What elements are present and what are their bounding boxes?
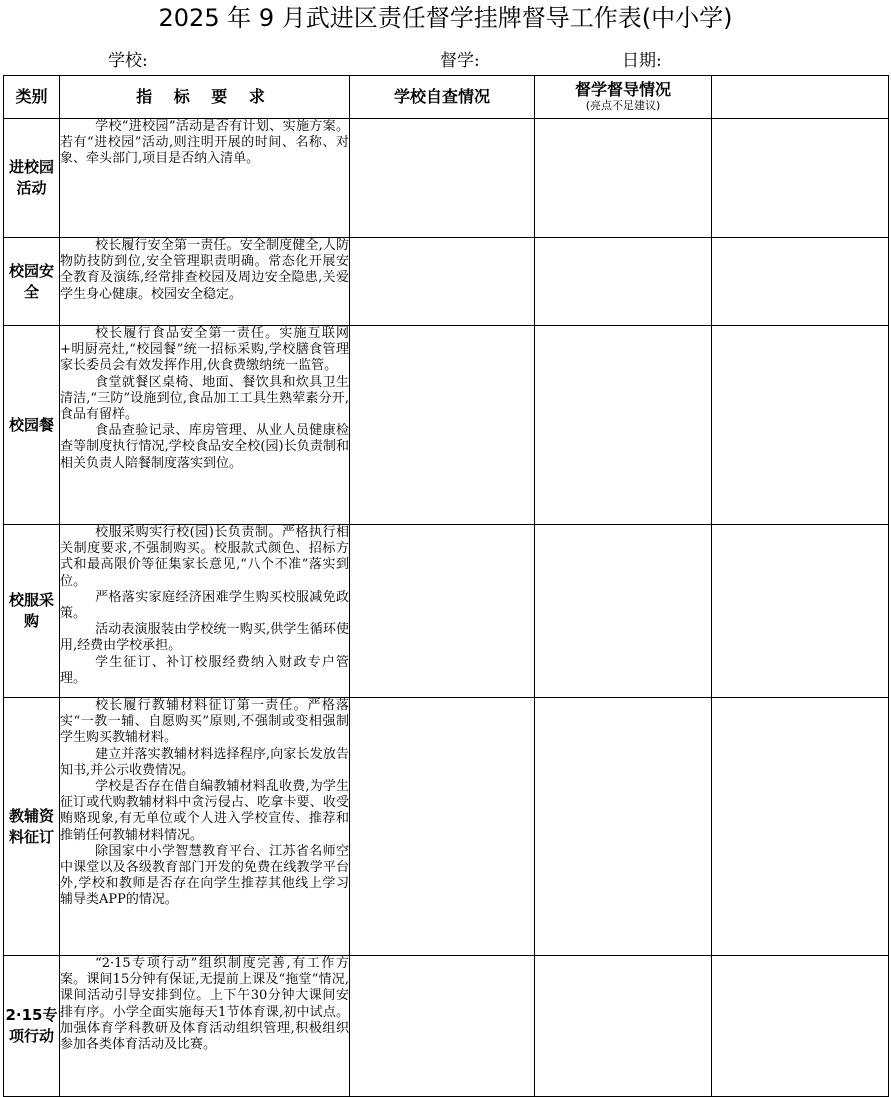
supervision-cell[interactable]: [535, 238, 712, 326]
supervision-cell[interactable]: [535, 956, 712, 1097]
supervision-worksheet-table: [3, 75, 889, 1097]
extra-cell[interactable]: [712, 326, 889, 525]
requirement-paragraph: 校长履行食品安全第一责任。实施互联网+明厨亮灶,“校园餐”统一招标采购,学校膳食管理家长委员会有效发挥作用,伙食费缴纳统一监管。: [60, 326, 349, 374]
requirements-cell: [60, 698, 350, 956]
table-row: [4, 326, 889, 525]
table-row: [4, 956, 889, 1097]
supervision-cell[interactable]: [535, 326, 712, 525]
table-row: [4, 238, 889, 326]
extra-cell[interactable]: [712, 525, 889, 698]
self-check-cell[interactable]: [350, 525, 535, 698]
requirement-paragraph: 学生征订、补订校服经费纳入财政专户管理。: [60, 654, 349, 686]
extra-cell[interactable]: [712, 956, 889, 1097]
header-extra: [712, 76, 889, 119]
requirement-paragraph: 校长履行安全第一责任。安全制度健全,人防物防技防到位,安全管理职责明确。常态化开展安全教育及演练,经常排查校园及周边安全隐患,关爱学生身心健康。校园安全稳定。: [60, 238, 349, 302]
category-cell: 校园餐: [4, 326, 60, 525]
category-cell: 校服采购: [4, 525, 60, 698]
requirement-paragraph: 食品查验记录、库房管理、从业人员健康检查等制度执行情况,学校食品安全校(园)长负责制和相关负责人陪餐制度落实到位。: [60, 423, 349, 471]
requirements-cell: [60, 956, 350, 1097]
requirement-paragraph: 除国家中小学智慧教育平台、江苏省名师空中课堂以及各级教育部门开发的免费在线教学平台外,学校和教师是否存在向学生推荐其他线上学习辅导类APP的情况。: [60, 843, 349, 908]
requirement-paragraph: 食堂就餐区桌椅、地面、餐饮具和炊具卫生清洁,“三防”设施到位,食品加工工具生熟荤素分开,食品有留样。: [60, 374, 349, 423]
school-field-label: 学校:: [108, 51, 148, 71]
self-check-cell[interactable]: [350, 238, 535, 326]
extra-cell[interactable]: [712, 698, 889, 956]
requirement-paragraph: 严格落实家庭经济困难学生购买校服减免政策。: [60, 589, 349, 622]
requirements-cell: [60, 119, 350, 238]
extra-cell[interactable]: [712, 119, 889, 238]
requirement-paragraph: 校长履行教辅材料征订第一责任。严格落实“一教一辅、自愿购买”原则,不强制或变相强制学生购买教辅材料。: [60, 698, 349, 746]
requirements-cell: [60, 326, 350, 525]
table-row: [4, 119, 889, 238]
supervision-cell[interactable]: [535, 119, 712, 238]
table-row: [4, 525, 889, 698]
header-supervision-label: 督学督导情况: [574, 80, 671, 99]
category-cell: 2·15专项行动: [4, 956, 60, 1097]
self-check-cell[interactable]: [350, 326, 535, 525]
supervision-cell[interactable]: [535, 525, 712, 698]
self-check-cell[interactable]: [350, 119, 535, 238]
header-supervision-note: (亮点不足建议): [585, 99, 661, 112]
supervisor-field-label: 督学:: [440, 51, 480, 71]
requirement-paragraph: 学校“进校园”活动是否有计划、实施方案。若有“进校园”活动,则注明开展的时间、名称、对象、牵头部门,项目是否纳入清单。: [60, 119, 349, 167]
header-category: 类别: [4, 76, 60, 119]
table-row: [4, 698, 889, 956]
requirement-paragraph: 学校是否存在借自编教辅材料乱收费,为学生征订或代购教辅材料中贪污侵占、吃拿卡要、收受贿赂现象,有无单位或个人进入学校宣传、推荐和推销任何教辅材料情况。: [60, 779, 349, 843]
date-field-label: 日期:: [622, 51, 662, 71]
self-check-cell[interactable]: [350, 698, 535, 956]
supervision-cell[interactable]: [535, 698, 712, 956]
requirement-paragraph: 活动表演服装由学校统一购买,供学生循环使用,经费由学校承担。: [60, 622, 349, 654]
category-cell: 教辅资料征订: [4, 698, 60, 956]
requirements-cell: [60, 525, 350, 698]
requirement-paragraph: 校服采购实行校(园)长负责制。严格执行相关制度要求,不强制购买。校服款式颜色、招标方式和最高限价等征集家长意见,“八个不准”落实到位。: [60, 525, 349, 589]
page-title: 2025 年 9 月武进区责任督学挂牌督导工作表(中小学): [158, 4, 733, 32]
table-header-row: [4, 76, 889, 119]
requirement-paragraph: 建立并落实教辅材料选择程序,向家长发放告知书,并公示收费情况。: [60, 746, 349, 778]
requirements-cell: [60, 238, 350, 326]
extra-cell[interactable]: [712, 238, 889, 326]
header-self-check: 学校自查情况: [350, 76, 535, 119]
header-requirements: [60, 76, 350, 119]
category-cell: 校园安全: [4, 238, 60, 326]
requirement-paragraph: “2·15专项行动”组织制度完善,有工作方案。课间15分钟有保证,无提前上课及“拖堂”情况,课间活动引导安排到位。上下午30分钟大课间安排有序。小学全面实施每天1节体育课,初中试点。加强体育学科教研及体育活动组织管理,积极组织参加各类体育活动及比赛。: [60, 956, 349, 1053]
header-supervision: [535, 76, 712, 119]
header-requirements-label: 指 标 要 求: [136, 87, 273, 106]
self-check-cell[interactable]: [350, 956, 535, 1097]
category-cell: 进校园活动: [4, 119, 60, 238]
